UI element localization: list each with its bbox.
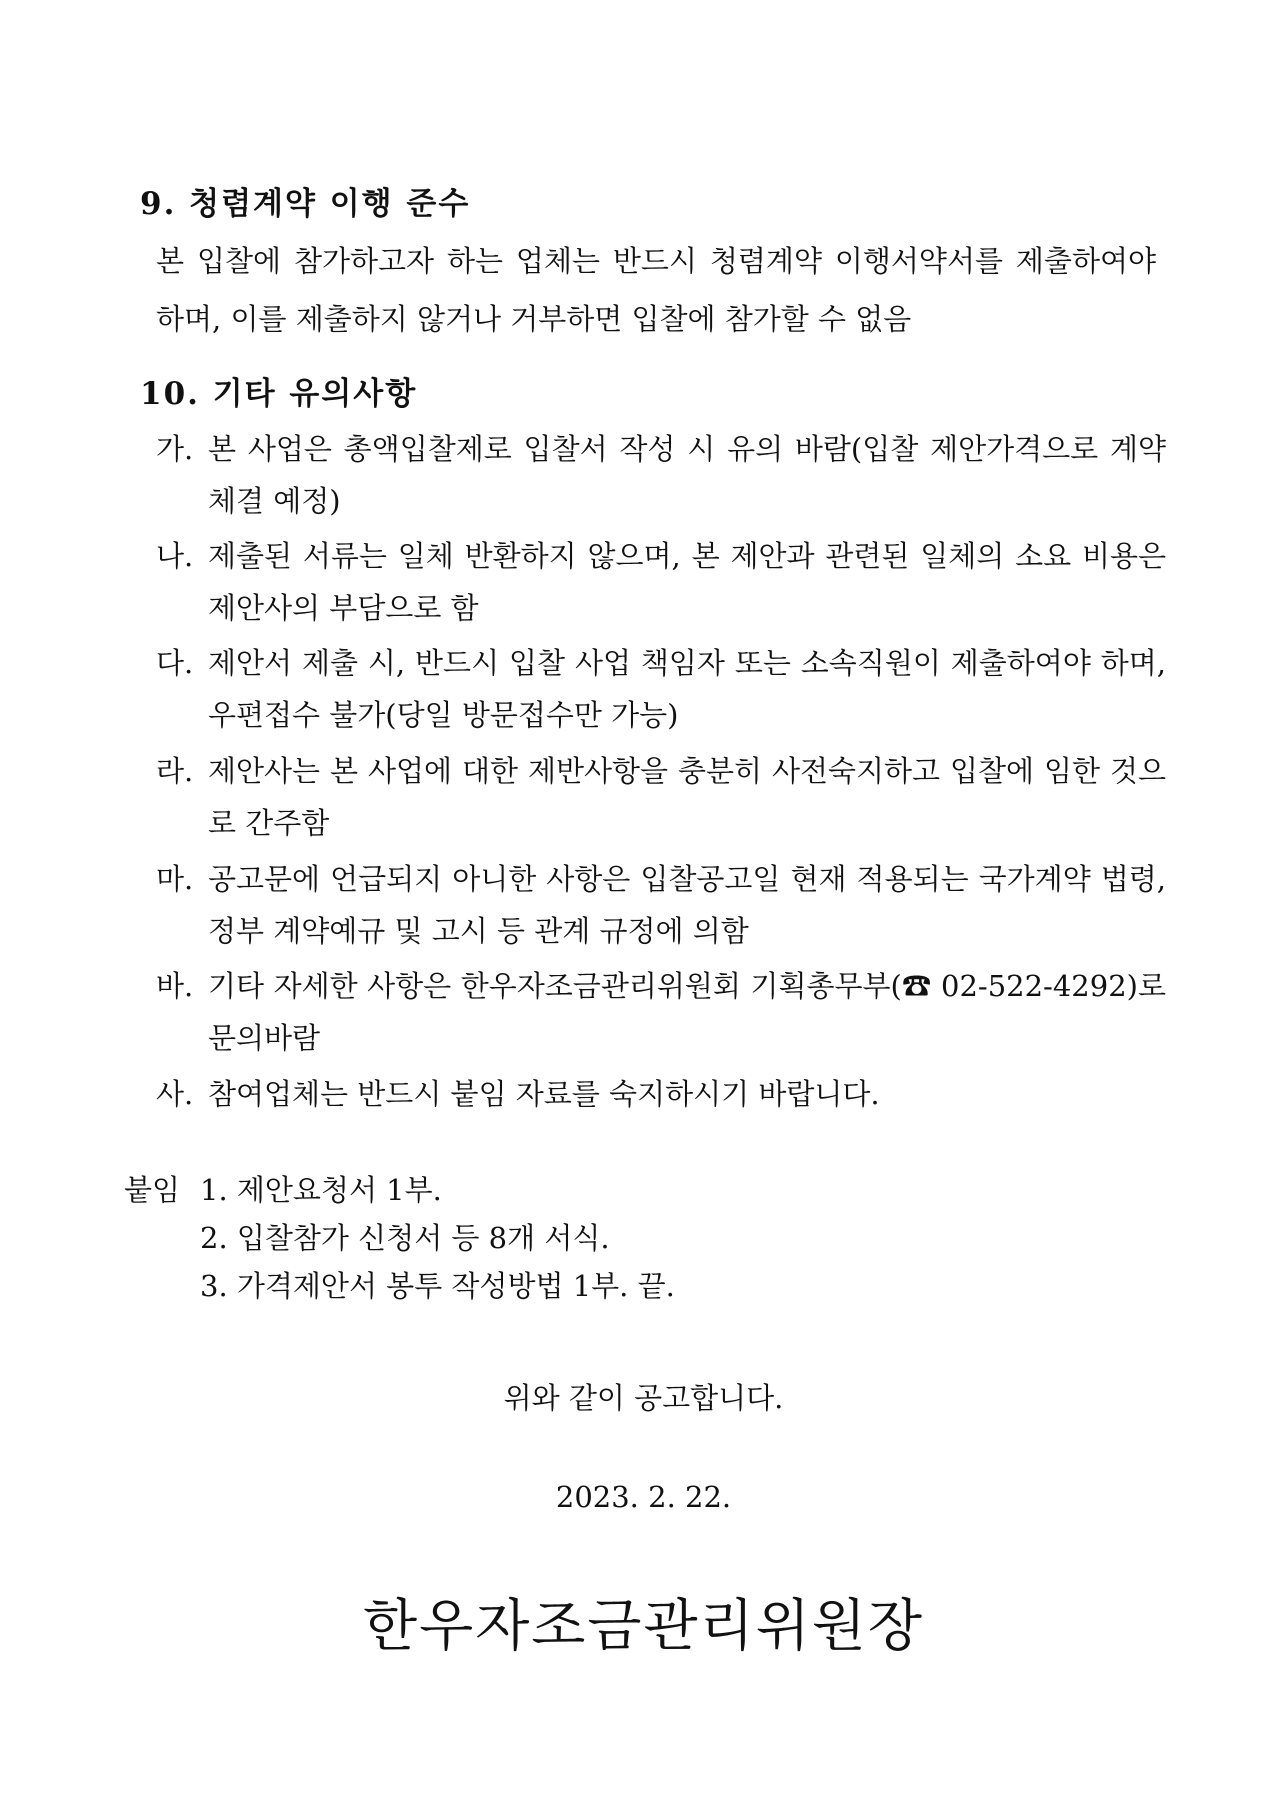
list-item-text: 참여업체는 반드시 붙임 자료를 숙지하시기 바랍니다. xyxy=(208,1077,880,1111)
announcement-text: 위와 같이 공고합니다. xyxy=(503,1381,784,1415)
list-item xyxy=(156,853,1166,957)
list-item-marker: 사. xyxy=(156,1077,194,1111)
section-9-body: 본 입찰에 참가하고자 하는 업체는 반드시 청렴계약 이행서약서를 제출하여야 하며, 이를 제출하지 않거나 거부하면 입찰에 참가할 수 없음 xyxy=(156,244,1156,336)
section-9-title: 9. 청렴계약 이행 준수 xyxy=(140,186,471,222)
list-item-marker: 다. xyxy=(156,646,194,680)
attachment-item: 1. 제안요청서 1부. xyxy=(200,1173,442,1207)
list-item-marker: 마. xyxy=(156,862,194,896)
attachment-item: 3. 가격제안서 봉투 작성방법 1부. 끝. xyxy=(200,1269,675,1303)
list-item-marker: 가. xyxy=(156,432,194,466)
issuer-title xyxy=(0,1582,1287,1662)
list-item-text: 제출된 서류는 일체 반환하지 않으며, 본 제안과 관련된 일체의 소요 비용은 제안사의 부담으로 함 xyxy=(208,539,1166,625)
attachments-label: 붙임 xyxy=(124,1173,181,1207)
list-item-text: 공고문에 언급되지 아니한 사항은 입찰공고일 현재 적용되는 국가계약 법령, 정부 계약예규 및 고시 등 관계 규정에 의함 xyxy=(208,862,1166,948)
issue-date: 2023. 2. 22. xyxy=(555,1480,732,1514)
list-item-text: 본 사업은 총액입찰제로 입찰서 작성 시 유의 바람(입찰 제안가격으로 계약 체결 예정) xyxy=(208,432,1166,518)
list-item-text: 제안서 제출 시, 반드시 입찰 사업 책임자 또는 소속직원이 제출하여야 하며, 우편접수 불가(당일 방문접수만 가능) xyxy=(208,646,1166,732)
list-item-marker: 라. xyxy=(156,754,194,788)
list-item xyxy=(156,423,1166,527)
list-item-marker: 바. xyxy=(156,969,194,1003)
attachment-item: 2. 입찰참가 신청서 등 8개 서식. xyxy=(200,1221,610,1255)
list-item xyxy=(156,637,1166,741)
list-item-text: 기타 자세한 사항은 한우자조금관리위원회 기획총무부(☎ 02-522-4292)로 문의바람 xyxy=(208,969,1166,1055)
list-item xyxy=(156,1068,1166,1120)
list-item-text: 제안사는 본 사업에 대한 제반사항을 충분히 사전숙지하고 입찰에 임한 것으로 간주함 xyxy=(208,754,1166,840)
section-10-title: 10. 기타 유의사항 xyxy=(140,376,418,412)
list-item xyxy=(156,960,1166,1064)
list-item xyxy=(156,745,1166,849)
list-item-marker: 나. xyxy=(156,539,194,573)
issuer-name: 한우자조금관리위원장 xyxy=(363,1594,924,1659)
list-item xyxy=(156,530,1166,634)
